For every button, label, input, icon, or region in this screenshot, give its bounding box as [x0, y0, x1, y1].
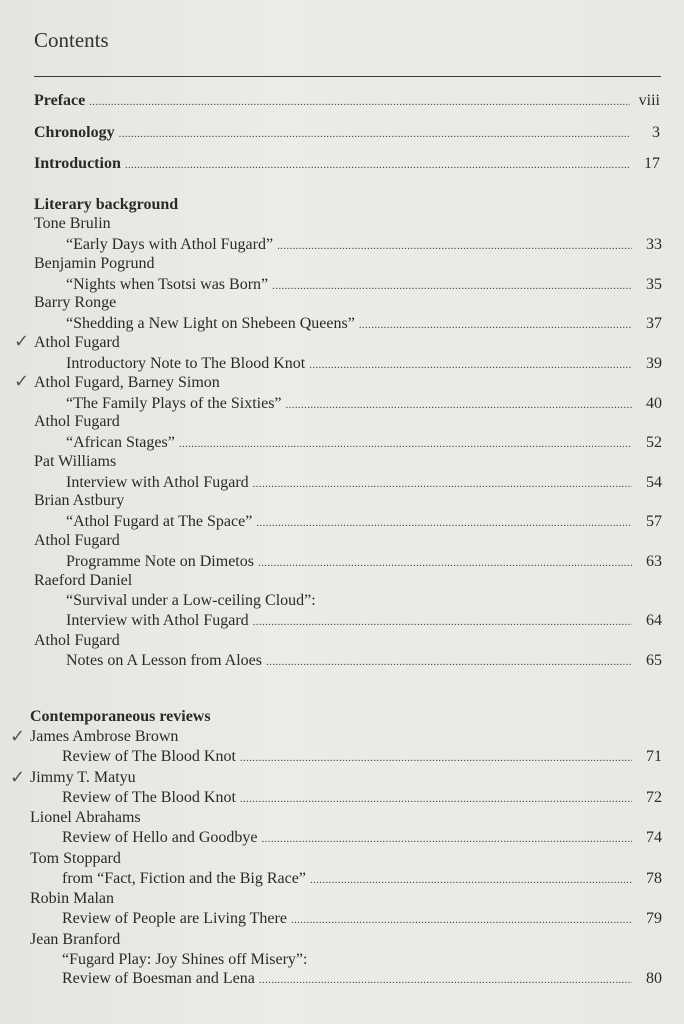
entry-author: Athol Fugard, Barney Simon [34, 374, 220, 391]
dot-leader [253, 612, 632, 630]
entry-author: Pat Williams [34, 453, 117, 470]
entry-author: Athol Fugard [34, 632, 120, 649]
page-number: 54 [646, 474, 662, 491]
entry-label: Preface [34, 92, 86, 109]
page-number: 57 [646, 513, 662, 530]
toc-entry-preface[interactable] [34, 92, 660, 110]
entry-title: “Athol Fugard at The Space” [66, 513, 253, 530]
toc-entry[interactable] [62, 748, 662, 766]
entry-title: from “Fact, Fiction and the Big Race” [62, 870, 306, 887]
entry-author: Raeford Daniel [34, 572, 133, 589]
dot-leader [258, 553, 632, 571]
toc-entry-introduction[interactable] [34, 155, 660, 173]
checkmark-icon: ✓ [14, 371, 30, 392]
toc-entry[interactable] [66, 276, 662, 294]
page-number: 79 [646, 910, 662, 927]
dot-leader [253, 474, 632, 492]
toc-entry[interactable] [66, 236, 662, 254]
page-number: 33 [646, 236, 662, 253]
dot-leader [309, 355, 632, 373]
dot-leader [277, 236, 632, 254]
page-number: 80 [646, 970, 662, 987]
page-number: 64 [646, 612, 662, 629]
entry-title: Review of Hello and Goodbye [62, 829, 258, 846]
entry-title: “Shedding a New Light on Shebeen Queens” [66, 315, 355, 332]
toc-entry[interactable] [66, 513, 662, 531]
entry-author: Tone Brulin [34, 215, 111, 232]
toc-entry[interactable] [62, 970, 662, 988]
dot-leader [119, 124, 630, 142]
toc-entry[interactable] [66, 612, 662, 630]
checkmark-icon: ✓ [10, 767, 26, 788]
entry-title-line: “Survival under a Low-ceiling Cloud”: [66, 592, 316, 609]
page-number: 71 [646, 748, 662, 765]
dot-leader [259, 970, 632, 988]
toc-entry-chronology[interactable] [34, 124, 660, 142]
toc-entry[interactable] [62, 789, 662, 807]
toc-entry[interactable] [62, 910, 662, 928]
toc-entry[interactable] [66, 652, 662, 670]
page-number: 17 [644, 155, 660, 172]
entry-label: Chronology [34, 124, 115, 141]
section-heading: Literary background [34, 196, 179, 213]
entry-author: Robin Malan [30, 890, 114, 907]
dot-leader [179, 434, 632, 452]
entry-title: “Nights when Tsotsi was Born” [66, 276, 269, 293]
toc-entry[interactable] [66, 395, 662, 413]
section-heading: Contemporaneous reviews [30, 708, 211, 725]
dot-leader [256, 513, 632, 531]
entry-title: Review of Boesman and Lena [62, 970, 255, 987]
entry-author: Barry Ronge [34, 294, 117, 311]
title-rule [34, 76, 661, 77]
dot-leader [240, 789, 632, 807]
page-number: 72 [646, 789, 662, 806]
dot-leader [291, 910, 632, 928]
entry-author: Jimmy T. Matyu [30, 769, 136, 786]
entry-author: Athol Fugard [34, 334, 120, 351]
entry-label: Introduction [34, 155, 121, 172]
checkmark-icon: ✓ [10, 726, 26, 747]
entry-title: Review of The Blood Knot [62, 748, 236, 765]
dot-leader [286, 395, 632, 413]
entry-title: “Early Days with Athol Fugard” [66, 236, 274, 253]
dot-leader [310, 870, 632, 888]
entry-title: Interview with Athol Fugard [66, 474, 249, 491]
dot-leader [240, 748, 632, 766]
entry-title: Programme Note on Dimetos [66, 553, 254, 570]
page-number: 3 [652, 124, 660, 141]
dot-leader [359, 315, 632, 333]
toc-entry[interactable] [66, 553, 662, 571]
entry-author: Athol Fugard [34, 532, 120, 549]
entry-title: Interview with Athol Fugard [66, 612, 249, 629]
entry-author: Athol Fugard [34, 413, 120, 430]
dot-leader [262, 829, 632, 847]
page-number: 40 [646, 395, 662, 412]
entry-author: Lionel Abrahams [30, 809, 141, 826]
page-number: 78 [646, 870, 662, 887]
entry-title-line: “Fugard Play: Joy Shines off Misery”: [62, 951, 308, 968]
toc-entry[interactable] [62, 829, 662, 847]
toc-entry[interactable] [66, 355, 662, 373]
entry-title: Review of People are Living There [62, 910, 287, 927]
page-number: 74 [646, 829, 662, 846]
dot-leader [272, 276, 632, 294]
page-number: 39 [646, 355, 662, 372]
page-number: 35 [646, 276, 662, 293]
entry-title: “The Family Plays of the Sixties” [66, 395, 282, 412]
entry-title: Introductory Note to The Blood Knot [66, 355, 306, 372]
dot-leader [89, 92, 630, 110]
toc-entry[interactable] [66, 434, 662, 452]
page-number: 37 [646, 315, 662, 332]
page-number: 65 [646, 652, 662, 669]
entry-author: Benjamin Pogrund [34, 255, 155, 272]
entry-author: James Ambrose Brown [30, 728, 179, 745]
page-number: viii [638, 92, 660, 109]
entry-title: Review of The Blood Knot [62, 789, 236, 806]
entry-author: Jean Branford [30, 931, 121, 948]
dot-leader [125, 155, 630, 173]
entry-author: Tom Stoppard [30, 850, 121, 867]
entry-title: “African Stages” [66, 434, 175, 451]
toc-entry[interactable] [66, 474, 662, 492]
entry-title: Notes on A Lesson from Aloes [66, 652, 262, 669]
dot-leader [266, 652, 632, 670]
page-title: Contents [34, 28, 109, 52]
page-number: 63 [646, 553, 662, 570]
toc-entry[interactable] [66, 315, 662, 333]
entry-author: Brian Astbury [34, 492, 125, 509]
page-number: 52 [646, 434, 662, 451]
checkmark-icon: ✓ [14, 331, 30, 352]
toc-entry[interactable] [62, 870, 662, 888]
